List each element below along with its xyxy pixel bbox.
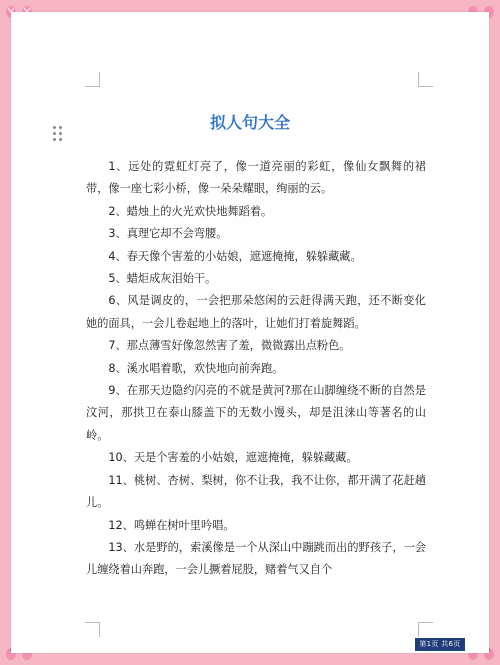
document-title: 拟人句大全 xyxy=(209,113,290,132)
crop-mark xyxy=(85,72,100,87)
paragraph: 11、桃树、杏树、梨树，你不让我，我不让你，都开满了花赶趟儿。 xyxy=(86,473,426,510)
paragraph: 1、远处的霓虹灯亮了，像一道亮丽的彩虹，像仙女飘舞的裙带，像一座七彩小桥，像一朵朵耀眼，绚丽的云。 xyxy=(86,160,426,196)
crop-mark xyxy=(418,622,433,637)
paragraph: 3、真理它却不会弯腰。 xyxy=(108,227,228,241)
paragraph: 2、蜡烛上的火光欢快地舞蹈着。 xyxy=(108,204,273,218)
paragraph: 13、水是野的，索溪像是一个从深山中蹦跳而出的野孩子，一会儿缠绕着山奔跑，一会儿撅着屁股，赌着气又自个 xyxy=(86,540,426,577)
paragraph: 5、蜡炬成灰泪始干。 xyxy=(108,272,217,286)
document-body xyxy=(86,156,426,582)
paragraph: 6、风是调皮的，一会把那朵悠闲的云赶得满天跑，还不断变化她的面具，一会儿卷起地上的落叶，让她们打着旋舞蹈。 xyxy=(86,294,426,330)
paragraph: 12、鸣蝉在树叶里吟唱。 xyxy=(108,518,235,532)
paragraph: 9、在那天边隐约闪亮的不就是黄河?那在山脚缠绕不断的自然是汶河，那拱卫在泰山膝盖下的无数小馒头，却是沮涞山等著名的山岭。 xyxy=(86,384,426,442)
crop-mark xyxy=(418,72,433,87)
paragraph: 4、春天像个害羞的小姑娘，遮遮掩掩，躲躲藏藏。 xyxy=(108,249,362,263)
paragraph: 8、溪水唱着歌，欢快地向前奔跑。 xyxy=(108,361,284,375)
document-page xyxy=(11,12,489,653)
crop-mark xyxy=(85,622,100,637)
paragraph: 10、天是个害羞的小姑娘，遮遮掩掩，躲躲藏藏。 xyxy=(108,451,358,465)
page-indicator-badge: 第1页 共6页 xyxy=(415,638,465,651)
paragraph: 7、那点薄雪好像忽然害了羞，微微露出点粉色。 xyxy=(108,339,351,353)
